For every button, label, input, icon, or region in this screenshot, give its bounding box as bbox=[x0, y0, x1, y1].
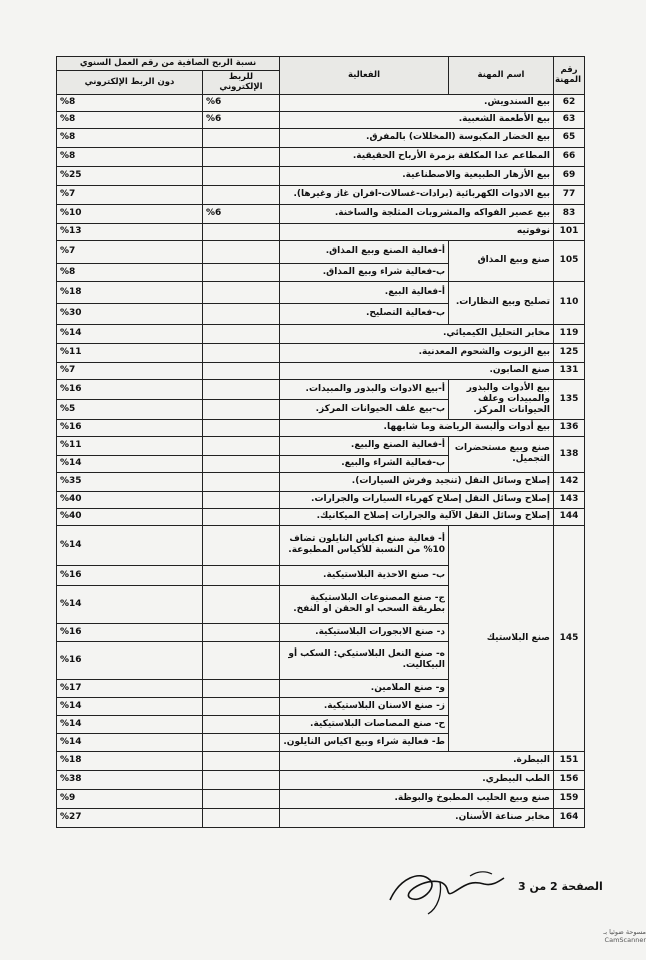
table-row bbox=[57, 94, 585, 111]
row-linked bbox=[203, 263, 280, 281]
row-linked bbox=[203, 455, 280, 472]
row-linked bbox=[203, 508, 280, 525]
row-linked bbox=[203, 472, 280, 491]
row-code: 136 bbox=[554, 419, 585, 436]
row-unlinked: %13 bbox=[57, 223, 203, 240]
row-activity: ب-فعالية التصليح. bbox=[280, 303, 449, 324]
row-name: صنع وبيع مستحضرات التجميل. bbox=[449, 436, 554, 472]
row-name: تصليح وبيع النظارات. bbox=[449, 281, 554, 324]
header-activity: الفعالية bbox=[280, 57, 449, 95]
row-name: الطب البيطري. bbox=[280, 770, 554, 789]
row-linked bbox=[203, 641, 280, 679]
row-linked bbox=[203, 565, 280, 585]
row-activity: ب-فعالية شراء وبيع المذاق. bbox=[280, 263, 449, 281]
row-unlinked: %11 bbox=[57, 343, 203, 362]
row-code: 125 bbox=[554, 343, 585, 362]
row-activity: أ- فعالية صنع اكياس النايلون تضاف 10% من النسبة للأكياس المطبوعة. bbox=[280, 525, 449, 565]
row-code: 101 bbox=[554, 223, 585, 240]
row-activity: ه- صنع النعل البلاستيكي: السكب أو البيكاليت. bbox=[280, 641, 449, 679]
row-linked bbox=[203, 525, 280, 565]
row-unlinked: %16 bbox=[57, 379, 203, 399]
row-code: 135 bbox=[554, 379, 585, 419]
row-unlinked: %9 bbox=[57, 789, 203, 808]
table-row bbox=[57, 166, 585, 185]
header-group: نسبة الربح الصافية من رقم العمل السنوي bbox=[57, 57, 280, 71]
row-unlinked: %7 bbox=[57, 362, 203, 379]
header-code: رقم المهنة bbox=[554, 57, 585, 95]
row-name: بيع أدوات وألبسة الرياضة وما شابهها. bbox=[280, 419, 554, 436]
row-linked bbox=[203, 679, 280, 697]
row-linked bbox=[203, 491, 280, 508]
row-name: بيع عصير الفواكه والمشروبات المثلجة والساخنة. bbox=[280, 204, 554, 223]
row-unlinked: %14 bbox=[57, 697, 203, 715]
row-name: بيع الادوات الكهربائية (برادات-غسالات-افران غاز وغيرها). bbox=[280, 185, 554, 204]
row-activity: ب- صنع الاحذية البلاستيكية. bbox=[280, 565, 449, 585]
row-linked bbox=[203, 733, 280, 751]
row-name: بيع الأدوات والبذور والمبيدات وعلف الحيوانات المركز. bbox=[449, 379, 554, 419]
table-row bbox=[57, 343, 585, 362]
row-linked bbox=[203, 223, 280, 240]
table-row bbox=[57, 525, 585, 565]
row-code: 69 bbox=[554, 166, 585, 185]
row-linked bbox=[203, 436, 280, 455]
row-name: إصلاح وسائل النقل الآلية والجرارات إصلاح الميكانيك. bbox=[280, 508, 554, 525]
row-unlinked: %14 bbox=[57, 585, 203, 623]
table-row bbox=[57, 281, 585, 303]
row-code: 62 bbox=[554, 94, 585, 111]
row-code: 138 bbox=[554, 436, 585, 472]
row-linked: %6 bbox=[203, 111, 280, 128]
row-unlinked: %18 bbox=[57, 281, 203, 303]
row-code: 66 bbox=[554, 147, 585, 166]
row-unlinked: %8 bbox=[57, 263, 203, 281]
row-code: 77 bbox=[554, 185, 585, 204]
row-activity: ب-بيع علف الحيوانات المركز. bbox=[280, 399, 449, 419]
row-linked bbox=[203, 623, 280, 641]
table-row bbox=[57, 436, 585, 455]
row-activity: أ-فعالية الصنع والبيع. bbox=[280, 436, 449, 455]
row-linked bbox=[203, 147, 280, 166]
table-row bbox=[57, 324, 585, 343]
row-unlinked: %40 bbox=[57, 508, 203, 525]
table-row bbox=[57, 128, 585, 147]
row-linked bbox=[203, 362, 280, 379]
row-name: صنع الصابون. bbox=[280, 362, 554, 379]
table-row bbox=[57, 508, 585, 525]
row-linked: %6 bbox=[203, 204, 280, 223]
row-unlinked: %14 bbox=[57, 715, 203, 733]
row-linked bbox=[203, 789, 280, 808]
row-unlinked: %16 bbox=[57, 419, 203, 436]
table-row bbox=[57, 751, 585, 770]
row-code: 145 bbox=[554, 525, 585, 751]
row-name: صنع وبيع المذاق bbox=[449, 240, 554, 281]
row-name: بيع الأزهار الطبيعية والاصطناعية. bbox=[280, 166, 554, 185]
row-linked bbox=[203, 240, 280, 263]
row-linked bbox=[203, 808, 280, 827]
row-activity: أ-بيع الادوات والبذور والمبيدات. bbox=[280, 379, 449, 399]
row-unlinked: %16 bbox=[57, 623, 203, 641]
row-unlinked: %17 bbox=[57, 679, 203, 697]
row-code: 151 bbox=[554, 751, 585, 770]
row-linked bbox=[203, 379, 280, 399]
row-unlinked: %7 bbox=[57, 240, 203, 263]
row-unlinked: %14 bbox=[57, 455, 203, 472]
row-activity: د- صنع الابجورات البلاستيكية. bbox=[280, 623, 449, 641]
row-unlinked: %16 bbox=[57, 565, 203, 585]
row-linked bbox=[203, 166, 280, 185]
row-unlinked: %5 bbox=[57, 399, 203, 419]
row-code: 144 bbox=[554, 508, 585, 525]
table-row bbox=[57, 379, 585, 399]
table-row bbox=[57, 419, 585, 436]
profit-rate-table bbox=[56, 56, 585, 828]
row-activity: ح- صنع المصاصات البلاستيكية. bbox=[280, 715, 449, 733]
row-activity: ج- صنع المصنوعات البلاستيكية بطريقة السحب او الحقن او النفخ. bbox=[280, 585, 449, 623]
row-unlinked: %10 bbox=[57, 204, 203, 223]
row-code: 110 bbox=[554, 281, 585, 324]
table-row bbox=[57, 240, 585, 263]
row-linked bbox=[203, 343, 280, 362]
table-row bbox=[57, 185, 585, 204]
row-code: 83 bbox=[554, 204, 585, 223]
row-linked bbox=[203, 715, 280, 733]
row-activity: أ-فعالية الصنع وبيع المذاق. bbox=[280, 240, 449, 263]
signature bbox=[380, 858, 510, 918]
row-linked bbox=[203, 585, 280, 623]
row-linked: %6 bbox=[203, 94, 280, 111]
table-row bbox=[57, 223, 585, 240]
row-linked bbox=[203, 281, 280, 303]
table-row bbox=[57, 770, 585, 789]
row-linked bbox=[203, 697, 280, 715]
row-name: صنع وبيع الحليب المطبوخ والبوظة. bbox=[280, 789, 554, 808]
table-row bbox=[57, 808, 585, 827]
row-code: 63 bbox=[554, 111, 585, 128]
table-row bbox=[57, 147, 585, 166]
row-name: بيع السندويش. bbox=[280, 94, 554, 111]
row-unlinked: %38 bbox=[57, 770, 203, 789]
row-linked bbox=[203, 751, 280, 770]
row-name: مخابر التحليل الكيميائي. bbox=[280, 324, 554, 343]
table-row bbox=[57, 789, 585, 808]
row-name: بيع الزيوت والشحوم المعدنية. bbox=[280, 343, 554, 362]
row-activity: ز- صنع الاسنان البلاستيكية. bbox=[280, 697, 449, 715]
row-code: 65 bbox=[554, 128, 585, 147]
row-code: 156 bbox=[554, 770, 585, 789]
header-unlinked: دون الربط الإلكتروني bbox=[57, 70, 203, 94]
row-unlinked: %35 bbox=[57, 472, 203, 491]
table-row bbox=[57, 111, 585, 128]
table-row bbox=[57, 472, 585, 491]
row-unlinked: %14 bbox=[57, 324, 203, 343]
row-name: إصلاح وسائل النقل (تنجيد وفرش السيارات). bbox=[280, 472, 554, 491]
table-row bbox=[57, 204, 585, 223]
row-unlinked: %8 bbox=[57, 111, 203, 128]
page-number: الصفحة 2 من 3 bbox=[518, 880, 603, 893]
row-unlinked: %40 bbox=[57, 491, 203, 508]
row-code: 159 bbox=[554, 789, 585, 808]
row-linked bbox=[203, 419, 280, 436]
row-name: مخابر صناعة الأسنان. bbox=[280, 808, 554, 827]
row-code: 164 bbox=[554, 808, 585, 827]
row-unlinked: %27 bbox=[57, 808, 203, 827]
row-code: 143 bbox=[554, 491, 585, 508]
row-unlinked: %14 bbox=[57, 525, 203, 565]
row-unlinked: %25 bbox=[57, 166, 203, 185]
row-name: المطاعم عدا المكلفة بزمرة الأرباح الحقيقية. bbox=[280, 147, 554, 166]
row-linked bbox=[203, 128, 280, 147]
row-linked bbox=[203, 399, 280, 419]
row-unlinked: %14 bbox=[57, 733, 203, 751]
row-linked bbox=[203, 303, 280, 324]
row-linked bbox=[203, 770, 280, 789]
row-unlinked: %18 bbox=[57, 751, 203, 770]
header-name: اسم المهنة bbox=[449, 57, 554, 95]
table-row bbox=[57, 491, 585, 508]
scanner-watermark: مسوحة ضوئيا بـ CamScanner bbox=[603, 928, 646, 944]
row-name: البيطرة. bbox=[280, 751, 554, 770]
row-activity: و- صنع الملامين. bbox=[280, 679, 449, 697]
row-activity: ط- فعالية شراء وبيع اكياس النايلون. bbox=[280, 733, 449, 751]
row-code: 131 bbox=[554, 362, 585, 379]
row-unlinked: %30 bbox=[57, 303, 203, 324]
row-name: صنع البلاستيك bbox=[449, 525, 554, 751]
row-code: 119 bbox=[554, 324, 585, 343]
row-activity: ب-فعالية الشراء والبيع. bbox=[280, 455, 449, 472]
table-row bbox=[57, 362, 585, 379]
row-linked bbox=[203, 185, 280, 204]
row-name: بيع الخضار المكبوسة (المخللات) بالمفرق. bbox=[280, 128, 554, 147]
row-name: إصلاح وسائل النقل إصلاح كهرباء السيارات والجرارات. bbox=[280, 491, 554, 508]
row-name: بيع الأطعمة الشعبية. bbox=[280, 111, 554, 128]
row-code: 105 bbox=[554, 240, 585, 281]
row-activity: أ-فعالية البيع. bbox=[280, 281, 449, 303]
row-unlinked: %8 bbox=[57, 147, 203, 166]
row-unlinked: %7 bbox=[57, 185, 203, 204]
row-unlinked: %16 bbox=[57, 641, 203, 679]
header-linked: للربط الإلكتروني bbox=[203, 70, 280, 94]
row-code: 142 bbox=[554, 472, 585, 491]
row-linked bbox=[203, 324, 280, 343]
row-unlinked: %11 bbox=[57, 436, 203, 455]
row-unlinked: %8 bbox=[57, 94, 203, 111]
row-name: نوفوتيه bbox=[280, 223, 554, 240]
row-unlinked: %8 bbox=[57, 128, 203, 147]
